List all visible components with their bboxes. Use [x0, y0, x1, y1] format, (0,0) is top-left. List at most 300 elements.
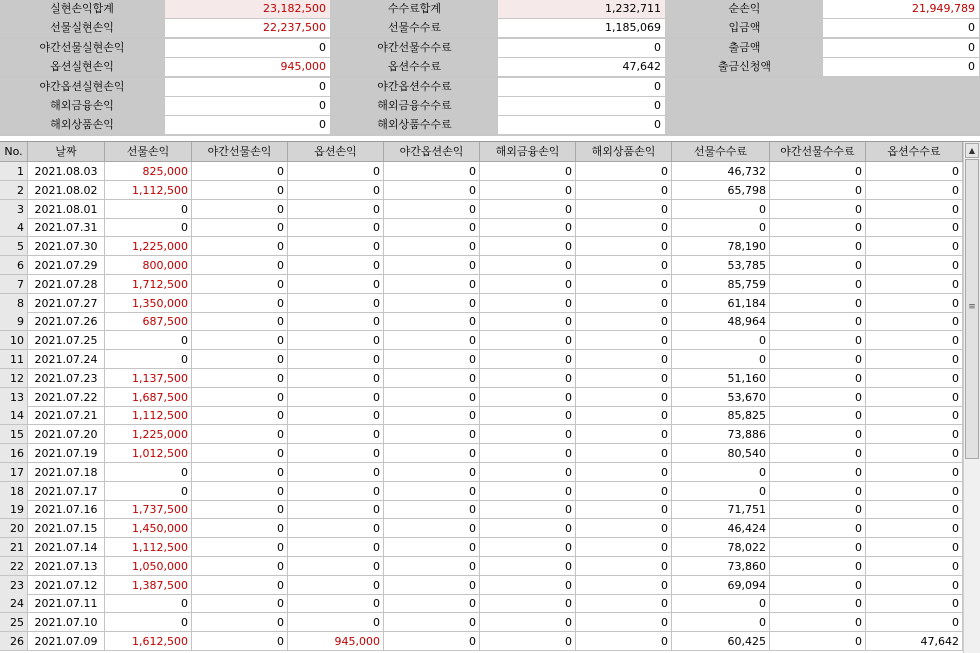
cell-night-futures-pnl: 0: [192, 425, 288, 444]
cell-futures-pnl: 1,137,500: [105, 369, 192, 388]
cell-night-futures-pnl: 0: [192, 613, 288, 632]
summary-empty-cell: [667, 78, 980, 96]
cell-night-options-pnl: 0: [384, 500, 480, 519]
scrollbar-thumb[interactable]: [965, 159, 979, 459]
cell-options-pnl: 0: [288, 482, 384, 501]
table-row[interactable]: [0, 632, 963, 651]
cell-futures-fee: 0: [672, 200, 770, 219]
table-row[interactable]: [0, 500, 963, 519]
cell-options-fee: 0: [866, 331, 963, 350]
cell-futures-pnl: 1,387,500: [105, 576, 192, 595]
table-row[interactable]: [0, 557, 963, 576]
summary-label: 옵션수수료: [332, 58, 497, 76]
cell-overseas-commodity-pnl: 0: [576, 256, 672, 275]
table-row[interactable]: [0, 594, 963, 613]
cell-overseas-financial-pnl: 0: [480, 463, 576, 482]
cell-date: 2021.07.23: [28, 369, 105, 388]
header-col-options-fee[interactable]: 옵션수수료: [866, 142, 963, 162]
cell-futures-pnl: 1,612,500: [105, 632, 192, 651]
cell-overseas-commodity-pnl: 0: [576, 237, 672, 256]
cell-date: 2021.07.29: [28, 256, 105, 275]
cell-overseas-commodity-pnl: 0: [576, 294, 672, 313]
cell-options-pnl: 0: [288, 369, 384, 388]
cell-options-fee: 0: [866, 538, 963, 557]
cell-options-fee: 0: [866, 294, 963, 313]
summary-label: 옵션실현손익: [0, 58, 164, 76]
vertical-scrollbar[interactable]: [963, 142, 980, 653]
cell-night-futures-fee: 0: [770, 218, 866, 237]
cell-date: 2021.07.12: [28, 576, 105, 595]
summary-label: 출금신청액: [667, 58, 822, 76]
cell-options-pnl: 0: [288, 463, 384, 482]
cell-overseas-commodity-pnl: 0: [576, 538, 672, 557]
cell-futures-fee: 73,886: [672, 425, 770, 444]
cell-options-pnl: 0: [288, 538, 384, 557]
cell-night-options-pnl: 0: [384, 294, 480, 313]
cell-no: 18: [0, 482, 28, 501]
cell-date: 2021.07.11: [28, 594, 105, 613]
summary-value: 1,232,711: [498, 0, 665, 18]
cell-no: 15: [0, 425, 28, 444]
summary-label: 해외상품손익: [0, 116, 164, 134]
cell-options-pnl: 0: [288, 162, 384, 181]
summary-value: 21,949,789: [823, 0, 979, 18]
table-row[interactable]: [0, 576, 963, 595]
cell-night-futures-fee: 0: [770, 613, 866, 632]
table-row[interactable]: [0, 331, 963, 350]
cell-night-futures-pnl: 0: [192, 294, 288, 313]
summary-value: 0: [498, 39, 665, 57]
table-row[interactable]: [0, 294, 963, 313]
cell-date: 2021.07.30: [28, 237, 105, 256]
cell-options-fee: 0: [866, 200, 963, 219]
cell-options-pnl: 0: [288, 576, 384, 595]
cell-night-futures-fee: 0: [770, 632, 866, 651]
cell-options-pnl: 0: [288, 557, 384, 576]
cell-no: 7: [0, 275, 28, 294]
cell-futures-fee: 60,425: [672, 632, 770, 651]
cell-overseas-commodity-pnl: 0: [576, 162, 672, 181]
cell-overseas-financial-pnl: 0: [480, 275, 576, 294]
summary-value: 1,185,069: [498, 19, 665, 37]
summary-label: 해외상품수수료: [332, 116, 497, 134]
header-col-futures-pnl[interactable]: 선물손익: [105, 142, 192, 162]
daily-pnl-grid: [0, 141, 980, 653]
table-row[interactable]: [0, 444, 963, 463]
summary-value: 0: [498, 78, 665, 96]
cell-futures-pnl: 1,687,500: [105, 388, 192, 407]
summary-value: 0: [498, 97, 665, 115]
cell-overseas-commodity-pnl: 0: [576, 519, 672, 538]
cell-date: 2021.07.26: [28, 312, 105, 331]
summary-panel: [0, 0, 980, 136]
header-col-night-futures-pnl[interactable]: 야간선물손익: [192, 142, 288, 162]
cell-night-options-pnl: 0: [384, 162, 480, 181]
table-row[interactable]: [0, 237, 963, 256]
summary-empty-cell: [667, 97, 980, 115]
header-col-overseas-financial-pnl[interactable]: 해외금융손익: [480, 142, 576, 162]
cell-date: 2021.07.20: [28, 425, 105, 444]
cell-overseas-financial-pnl: 0: [480, 425, 576, 444]
cell-futures-pnl: 1,225,000: [105, 237, 192, 256]
cell-no: 11: [0, 350, 28, 369]
cell-options-pnl: 0: [288, 388, 384, 407]
cell-overseas-commodity-pnl: 0: [576, 181, 672, 200]
header-col-night-futures-fee[interactable]: 야간선물수수료: [770, 142, 866, 162]
cell-options-pnl: 0: [288, 519, 384, 538]
cell-date: 2021.07.19: [28, 444, 105, 463]
cell-date: 2021.07.15: [28, 519, 105, 538]
cell-options-pnl: 0: [288, 444, 384, 463]
cell-options-fee: 0: [866, 312, 963, 331]
cell-overseas-financial-pnl: 0: [480, 557, 576, 576]
cell-overseas-financial-pnl: 0: [480, 312, 576, 331]
cell-options-fee: 0: [866, 275, 963, 294]
cell-overseas-commodity-pnl: 0: [576, 576, 672, 595]
cell-night-futures-pnl: 0: [192, 275, 288, 294]
cell-night-options-pnl: 0: [384, 557, 480, 576]
cell-night-futures-fee: 0: [770, 162, 866, 181]
table-row[interactable]: [0, 275, 963, 294]
cell-futures-fee: 85,759: [672, 275, 770, 294]
grip-icon: ≡: [968, 302, 976, 312]
cell-night-futures-pnl: 0: [192, 519, 288, 538]
cell-futures-pnl: 687,500: [105, 312, 192, 331]
summary-label: 야간옵션수수료: [332, 78, 497, 96]
cell-futures-fee: 46,732: [672, 162, 770, 181]
cell-date: 2021.07.24: [28, 350, 105, 369]
cell-futures-fee: 46,424: [672, 519, 770, 538]
cell-date: 2021.07.16: [28, 500, 105, 519]
cell-no: 23: [0, 576, 28, 595]
cell-night-futures-fee: 0: [770, 237, 866, 256]
header-col-futures-fee[interactable]: 선물수수료: [672, 142, 770, 162]
cell-options-pnl: 0: [288, 200, 384, 219]
cell-night-futures-fee: 0: [770, 312, 866, 331]
summary-label: 선물실현손익: [0, 19, 164, 37]
cell-overseas-financial-pnl: 0: [480, 444, 576, 463]
summary-label: 야간선물실현손익: [0, 39, 164, 57]
cell-no: 21: [0, 538, 28, 557]
cell-futures-fee: 0: [672, 613, 770, 632]
table-row[interactable]: [0, 538, 963, 557]
summary-label: 실현손익합계: [0, 0, 164, 18]
cell-date: 2021.07.31: [28, 218, 105, 237]
cell-night-futures-fee: 0: [770, 406, 866, 425]
summary-value: 0: [165, 39, 330, 57]
cell-options-fee: 0: [866, 557, 963, 576]
cell-no: 26: [0, 632, 28, 651]
cell-futures-pnl: 0: [105, 482, 192, 501]
cell-options-fee: 0: [866, 576, 963, 595]
cell-night-options-pnl: 0: [384, 463, 480, 482]
cell-futures-pnl: 825,000: [105, 162, 192, 181]
cell-night-options-pnl: 0: [384, 331, 480, 350]
cell-night-futures-pnl: 0: [192, 369, 288, 388]
cell-options-pnl: 0: [288, 613, 384, 632]
cell-overseas-commodity-pnl: 0: [576, 388, 672, 407]
cell-futures-pnl: 1,112,500: [105, 538, 192, 557]
cell-options-fee: 0: [866, 406, 963, 425]
cell-night-options-pnl: 0: [384, 369, 480, 388]
cell-no: 22: [0, 557, 28, 576]
cell-night-futures-pnl: 0: [192, 482, 288, 501]
cell-options-pnl: 0: [288, 425, 384, 444]
cell-no: 1: [0, 162, 28, 181]
table-row[interactable]: [0, 482, 963, 501]
cell-no: 16: [0, 444, 28, 463]
cell-futures-pnl: 0: [105, 331, 192, 350]
cell-options-pnl: 0: [288, 350, 384, 369]
table-row[interactable]: [0, 425, 963, 444]
summary-value: 22,237,500: [165, 19, 330, 37]
cell-overseas-commodity-pnl: 0: [576, 632, 672, 651]
cell-night-futures-pnl: 0: [192, 256, 288, 275]
table-row[interactable]: [0, 218, 963, 237]
summary-label: 선물수수료: [332, 19, 497, 37]
cell-futures-fee: 71,751: [672, 500, 770, 519]
cell-options-pnl: 0: [288, 406, 384, 425]
table-row[interactable]: [0, 369, 963, 388]
cell-date: 2021.08.02: [28, 181, 105, 200]
cell-night-futures-pnl: 0: [192, 312, 288, 331]
cell-overseas-financial-pnl: 0: [480, 181, 576, 200]
cell-night-futures-fee: 0: [770, 500, 866, 519]
cell-no: 24: [0, 594, 28, 613]
cell-no: 20: [0, 519, 28, 538]
cell-overseas-commodity-pnl: 0: [576, 613, 672, 632]
summary-value: 47,642: [498, 58, 665, 76]
cell-night-options-pnl: 0: [384, 632, 480, 651]
cell-overseas-financial-pnl: 0: [480, 331, 576, 350]
cell-futures-pnl: 1,225,000: [105, 425, 192, 444]
cell-overseas-financial-pnl: 0: [480, 162, 576, 181]
grid-header: [0, 142, 963, 162]
cell-futures-fee: 0: [672, 594, 770, 613]
cell-overseas-financial-pnl: 0: [480, 294, 576, 313]
cell-options-fee: 0: [866, 444, 963, 463]
cell-no: 13: [0, 388, 28, 407]
cell-night-options-pnl: 0: [384, 312, 480, 331]
cell-night-options-pnl: 0: [384, 482, 480, 501]
cell-futures-fee: 69,094: [672, 576, 770, 595]
cell-options-fee: 0: [866, 181, 963, 200]
cell-no: 6: [0, 256, 28, 275]
cell-futures-pnl: 0: [105, 463, 192, 482]
cell-overseas-financial-pnl: 0: [480, 388, 576, 407]
cell-night-futures-pnl: 0: [192, 162, 288, 181]
cell-futures-fee: 61,184: [672, 294, 770, 313]
summary-label: 해외금융손익: [0, 97, 164, 115]
cell-night-options-pnl: 0: [384, 237, 480, 256]
summary-label: 순손익: [667, 0, 822, 18]
cell-night-futures-pnl: 0: [192, 538, 288, 557]
cell-futures-fee: 85,825: [672, 406, 770, 425]
cell-futures-pnl: 1,112,500: [105, 181, 192, 200]
cell-night-options-pnl: 0: [384, 275, 480, 294]
cell-futures-pnl: 1,712,500: [105, 275, 192, 294]
cell-night-futures-fee: 0: [770, 594, 866, 613]
cell-night-options-pnl: 0: [384, 576, 480, 595]
cell-night-futures-fee: 0: [770, 557, 866, 576]
cell-options-fee: 0: [866, 425, 963, 444]
cell-night-options-pnl: 0: [384, 425, 480, 444]
cell-date: 2021.07.21: [28, 406, 105, 425]
table-row[interactable]: [0, 613, 963, 632]
table-row[interactable]: [0, 312, 963, 331]
cell-night-futures-pnl: 0: [192, 557, 288, 576]
header-col-overseas-commodity-pnl[interactable]: 해외상품손익: [576, 142, 672, 162]
cell-night-futures-pnl: 0: [192, 594, 288, 613]
cell-futures-fee: 65,798: [672, 181, 770, 200]
header-col-date[interactable]: 날짜: [28, 142, 105, 162]
summary-value: 945,000: [165, 58, 330, 76]
cell-overseas-commodity-pnl: 0: [576, 350, 672, 369]
cell-night-options-pnl: 0: [384, 218, 480, 237]
cell-overseas-financial-pnl: 0: [480, 613, 576, 632]
cell-options-pnl: 0: [288, 331, 384, 350]
cell-overseas-commodity-pnl: 0: [576, 369, 672, 388]
cell-no: 17: [0, 463, 28, 482]
table-row[interactable]: [0, 162, 963, 181]
cell-overseas-financial-pnl: 0: [480, 218, 576, 237]
cell-options-fee: 0: [866, 256, 963, 275]
cell-overseas-financial-pnl: 0: [480, 519, 576, 538]
cell-overseas-financial-pnl: 0: [480, 500, 576, 519]
cell-futures-pnl: 0: [105, 594, 192, 613]
cell-overseas-commodity-pnl: 0: [576, 463, 672, 482]
cell-options-pnl: 0: [288, 237, 384, 256]
cell-options-fee: 0: [866, 500, 963, 519]
cell-date: 2021.07.10: [28, 613, 105, 632]
cell-night-options-pnl: 0: [384, 200, 480, 219]
cell-night-futures-pnl: 0: [192, 331, 288, 350]
cell-night-futures-fee: 0: [770, 350, 866, 369]
cell-options-pnl: 0: [288, 594, 384, 613]
cell-date: 2021.07.17: [28, 482, 105, 501]
cell-night-futures-pnl: 0: [192, 200, 288, 219]
cell-overseas-financial-pnl: 0: [480, 576, 576, 595]
cell-no: 8: [0, 294, 28, 313]
cell-futures-fee: 48,964: [672, 312, 770, 331]
cell-date: 2021.07.18: [28, 463, 105, 482]
cell-overseas-commodity-pnl: 0: [576, 557, 672, 576]
cell-options-pnl: 0: [288, 256, 384, 275]
cell-overseas-financial-pnl: 0: [480, 406, 576, 425]
cell-date: 2021.08.01: [28, 200, 105, 219]
cell-overseas-commodity-pnl: 0: [576, 482, 672, 501]
cell-futures-fee: 73,860: [672, 557, 770, 576]
table-row[interactable]: [0, 463, 963, 482]
cell-overseas-financial-pnl: 0: [480, 237, 576, 256]
summary-empty-cell: [667, 116, 980, 134]
cell-options-pnl: 0: [288, 500, 384, 519]
cell-futures-fee: 53,785: [672, 256, 770, 275]
cell-night-futures-pnl: 0: [192, 632, 288, 651]
summary-label: 야간선물수수료: [332, 39, 497, 57]
cell-futures-fee: 0: [672, 463, 770, 482]
cell-date: 2021.07.09: [28, 632, 105, 651]
cell-night-futures-fee: 0: [770, 444, 866, 463]
summary-label: 수수료합계: [332, 0, 497, 18]
cell-night-options-pnl: 0: [384, 613, 480, 632]
table-row[interactable]: [0, 388, 963, 407]
header-col-options-pnl[interactable]: 옵션손익: [288, 142, 384, 162]
summary-value: 0: [165, 97, 330, 115]
cell-options-fee: 47,642: [866, 632, 963, 651]
table-row[interactable]: [0, 200, 963, 219]
cell-night-futures-pnl: 0: [192, 237, 288, 256]
cell-options-fee: 0: [866, 519, 963, 538]
summary-label: 출금액: [667, 39, 822, 57]
cell-options-fee: 0: [866, 237, 963, 256]
header-col-night-options-pnl[interactable]: 야간옵션손익: [384, 142, 480, 162]
cell-futures-pnl: 1,450,000: [105, 519, 192, 538]
cell-futures-fee: 80,540: [672, 444, 770, 463]
cell-futures-pnl: 1,350,000: [105, 294, 192, 313]
cell-night-futures-fee: 0: [770, 519, 866, 538]
cell-night-futures-pnl: 0: [192, 500, 288, 519]
cell-futures-pnl: 0: [105, 218, 192, 237]
table-row[interactable]: [0, 406, 963, 425]
cell-options-pnl: 0: [288, 312, 384, 331]
summary-value: 0: [823, 58, 979, 76]
summary-value: 0: [165, 116, 330, 134]
cell-options-pnl: 0: [288, 294, 384, 313]
cell-night-futures-fee: 0: [770, 181, 866, 200]
table-row[interactable]: [0, 350, 963, 369]
cell-overseas-financial-pnl: 0: [480, 256, 576, 275]
cell-futures-fee: 0: [672, 218, 770, 237]
cell-no: 19: [0, 500, 28, 519]
cell-overseas-commodity-pnl: 0: [576, 200, 672, 219]
header-col-no[interactable]: No.: [0, 142, 28, 162]
cell-no: 5: [0, 237, 28, 256]
cell-night-futures-fee: 0: [770, 369, 866, 388]
cell-night-options-pnl: 0: [384, 388, 480, 407]
cell-futures-fee: 53,670: [672, 388, 770, 407]
cell-night-futures-fee: 0: [770, 576, 866, 595]
cell-night-futures-pnl: 0: [192, 350, 288, 369]
cell-night-options-pnl: 0: [384, 519, 480, 538]
cell-no: 12: [0, 369, 28, 388]
table-row[interactable]: [0, 256, 963, 275]
cell-overseas-commodity-pnl: 0: [576, 594, 672, 613]
table-row[interactable]: [0, 181, 963, 200]
cell-futures-pnl: 1,737,500: [105, 500, 192, 519]
cell-options-fee: 0: [866, 388, 963, 407]
cell-date: 2021.07.27: [28, 294, 105, 313]
cell-night-options-pnl: 0: [384, 256, 480, 275]
cell-options-fee: 0: [866, 350, 963, 369]
cell-overseas-commodity-pnl: 0: [576, 312, 672, 331]
cell-options-fee: 0: [866, 613, 963, 632]
scroll-up-button[interactable]: [965, 143, 979, 158]
cell-night-futures-fee: 0: [770, 294, 866, 313]
chevron-up-icon: ▲: [968, 146, 976, 155]
summary-label: 야간옵션실현손익: [0, 78, 164, 96]
cell-overseas-financial-pnl: 0: [480, 350, 576, 369]
summary-value: 0: [823, 39, 979, 57]
cell-overseas-commodity-pnl: 0: [576, 275, 672, 294]
cell-night-options-pnl: 0: [384, 594, 480, 613]
cell-night-futures-fee: 0: [770, 425, 866, 444]
cell-overseas-commodity-pnl: 0: [576, 218, 672, 237]
cell-night-futures-fee: 0: [770, 538, 866, 557]
cell-no: 4: [0, 218, 28, 237]
cell-options-pnl: 945,000: [288, 632, 384, 651]
table-row[interactable]: [0, 519, 963, 538]
